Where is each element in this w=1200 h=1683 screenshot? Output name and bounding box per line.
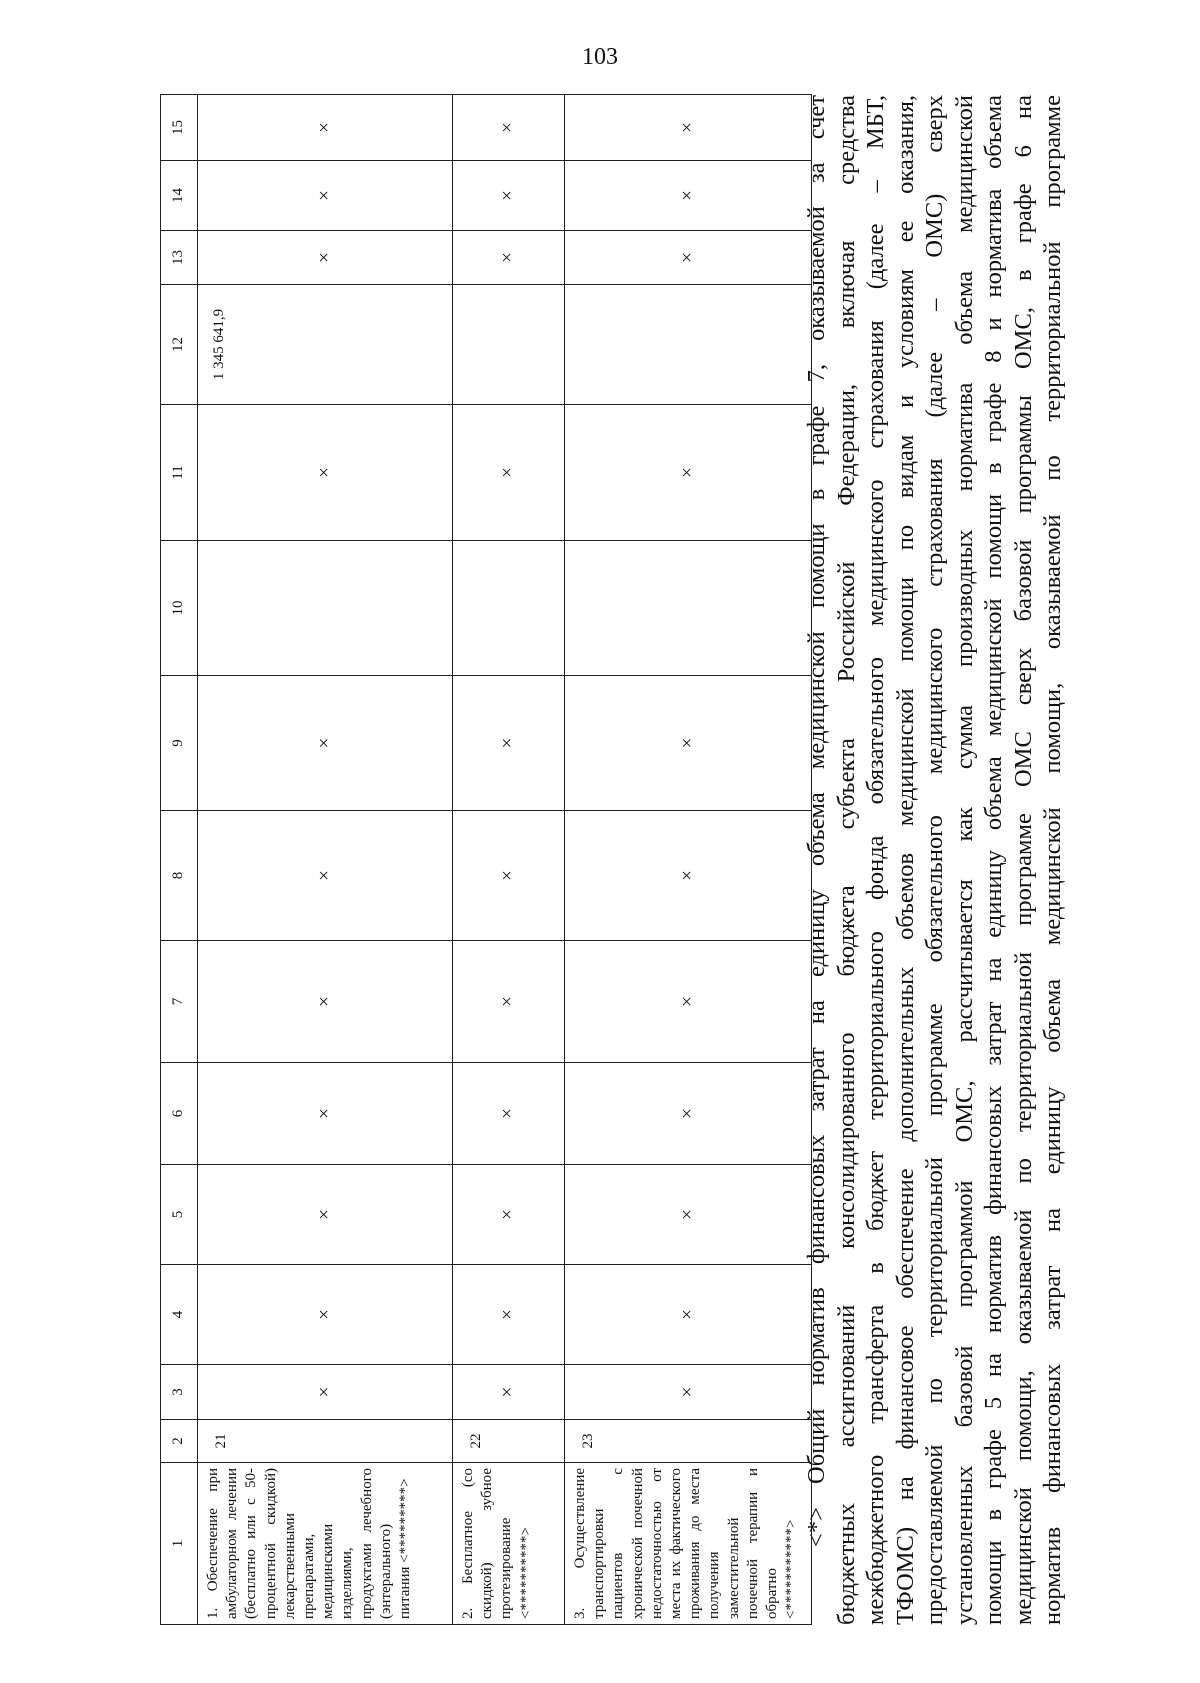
table-header-cell: 9	[161, 676, 198, 811]
table-cell: ×	[453, 231, 565, 285]
table-header-cell: 13	[161, 231, 198, 285]
table-cell-value	[453, 285, 565, 405]
table-header-row	[161, 95, 198, 1625]
table-header-cell: 14	[161, 161, 198, 231]
table-cell-value	[565, 285, 812, 405]
table-cell: ×	[198, 676, 453, 811]
footnote-line: бюджетных ассигнований консолидированного бюджета субъекта Российской Федерации, включая средства	[832, 95, 860, 1625]
table-cell: ×	[453, 1063, 565, 1165]
table-cell	[453, 541, 565, 676]
footnote-line: ТФОМС) на финансовое обеспечение дополнительных объемов медицинской помощи по видам и условиям ее оказания,	[891, 95, 919, 1625]
table-cell: ×	[565, 1365, 812, 1420]
table-cell: ×	[198, 161, 453, 231]
row-code: 23	[565, 1420, 812, 1463]
table-cell: ×	[565, 1063, 812, 1165]
table-cell: ×	[453, 676, 565, 811]
table-cell: ×	[198, 95, 453, 161]
table-cell: ×	[565, 95, 812, 161]
footnote-line: норматив финансовых затрат на единицу объема медицинской помощи, оказываемой по территориальной программе	[1039, 95, 1066, 1625]
footnote-line: межбюджетного трансферта в бюджет территориального фонда обязательного медицинского страхования (далее – МБТ,	[862, 95, 889, 1625]
table-cell: ×	[198, 231, 453, 285]
footnote-line: медицинской помощи, оказываемой по территориальной программе ОМС сверх базовой программы ОМС, в графе 6 на	[1009, 95, 1037, 1625]
page-number: 103	[582, 44, 618, 70]
table-header-cell: 1	[161, 1463, 198, 1625]
table-header-cell: 6	[161, 1063, 198, 1165]
table-cell	[198, 541, 453, 676]
table-row	[565, 95, 812, 1625]
table-cell: ×	[198, 405, 453, 541]
table-cell: ×	[453, 405, 565, 541]
table-cell: ×	[198, 941, 453, 1063]
table-header-cell: 8	[161, 811, 198, 941]
table-cell: ×	[565, 1265, 812, 1365]
table-cell: ×	[453, 1265, 565, 1365]
table-cell: ×	[453, 1165, 565, 1265]
table-cell: ×	[565, 231, 812, 285]
table-header-cell: 12	[161, 285, 198, 405]
row-label: 3. Осуществление транспортировки пациентов с хронической почечной недостаточностью от места их фактического проживания до места получения заместительной почечной терапии и обратно <***********>	[565, 1463, 812, 1625]
table-header-cell: 10	[161, 541, 198, 676]
footnote-line: установленных базовой программой ОМС, рассчитывается как сумма производных норматива объема медицинской	[950, 95, 978, 1625]
table-header-cell: 5	[161, 1165, 198, 1265]
table-cell	[565, 541, 812, 676]
table-cell: ×	[198, 1165, 453, 1265]
rotated-content	[160, 95, 1070, 1625]
row-label: 2. Бесплатное (со скидкой) зубное протезирование <**********>	[453, 1463, 565, 1625]
table-header-cell: 3	[161, 1365, 198, 1420]
footnote-line: <*> Общий норматив финансовых затрат на единицу объема медицинской помощи в графе 7, оказываемой за счет	[803, 95, 830, 1547]
footnote	[802, 95, 1068, 1625]
row-code: 22	[453, 1420, 565, 1463]
table-cell: ×	[198, 811, 453, 941]
table-cell: ×	[565, 161, 812, 231]
table-header-cell: 7	[161, 941, 198, 1063]
table-cell: ×	[453, 941, 565, 1063]
table-cell: ×	[198, 1063, 453, 1165]
row-code: 21	[198, 1420, 453, 1463]
table-cell: ×	[453, 161, 565, 231]
table-header-cell: 2	[161, 1420, 198, 1463]
table-cell: ×	[198, 1365, 453, 1420]
table-row	[198, 95, 453, 1625]
table-cell: ×	[453, 95, 565, 161]
row-label: 1. Обеспечение при амбулаторном лечении (бесплатно или с 50-процентной скидкой) лекарственными препаратами, медицинскими изделиями, продуктами лечебного (энтерального) питания <*********>	[198, 1463, 453, 1625]
table-header-cell: 15	[161, 95, 198, 161]
table-cell: ×	[453, 811, 565, 941]
footnote-line: предоставляемой по территориальной программе обязательного медицинского страхования (далее – ОМС) сверх	[921, 95, 948, 1625]
table-cell: ×	[565, 1165, 812, 1265]
table-cell: ×	[198, 1265, 453, 1365]
data-table	[160, 94, 812, 1625]
table-cell: ×	[565, 811, 812, 941]
table-header-cell: 11	[161, 405, 198, 541]
table-cell: ×	[565, 941, 812, 1063]
table-cell: ×	[565, 676, 812, 811]
table-header-cell: 4	[161, 1265, 198, 1365]
footnote-line: помощи в графе 5 на норматив финансовых затрат на единицу объема медицинской помощи в графе 8 и норматива объема	[980, 95, 1007, 1625]
table-cell: ×	[453, 1365, 565, 1420]
table-row	[453, 95, 565, 1625]
table-cell: ×	[565, 405, 812, 541]
table-cell-value: 1 345 641,9	[198, 285, 453, 405]
